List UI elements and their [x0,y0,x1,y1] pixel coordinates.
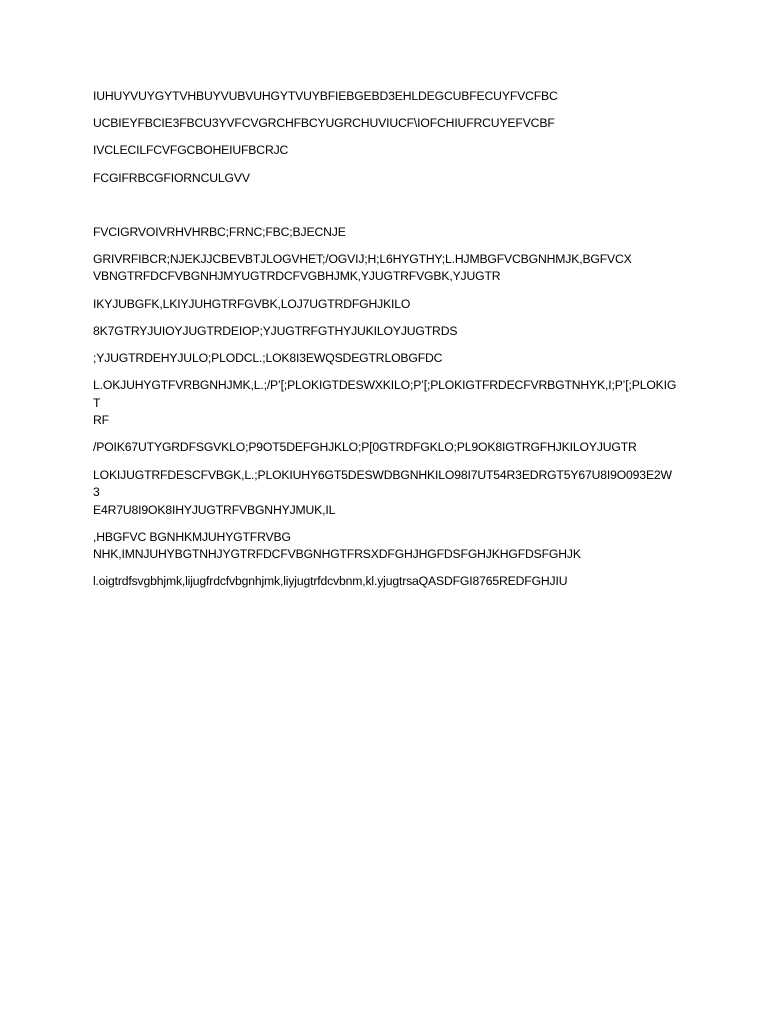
paragraph: ,HBGFVC BGNHKMJUHYGTFRVBG NHK,IMNJUHYBGTNHJYGTRFDCFVBGNHGTFRSXDFGHJHGFDSFGHJKHGFDSFGHJK [93,529,581,562]
paragraph: /POIK67UTYGRDFSGVKLO;P9OT5DEFGHJKLO;P[0GTRDFGKLO;PL9OK8IGTRGFHJKILOYJUGTR [93,440,637,455]
paragraph: ;YJUGTRDEHYJULO;PLODCL.;LOK8I3EWQSDEGTRLOBGFDC [93,351,443,365]
paragraph: IUHUYVUYGYTVHBUYVUBVUHGYTVUYBFIEBGEBD3EHLDEGCUBFECUYFVCFBC [93,89,558,103]
paragraph: L.OKJUHYGTFVRBGNHJMK,L.;/P’[;PLOKIGTDESWXKILO;P’[;PLOKIGTFRDECFVRBGTNHYK,I;P’[;PLOKIGT RF [93,378,677,428]
document-body [93,88,678,601]
paragraph: IVCLECILFCVFGCBOHEIUFBCRJC [93,143,289,158]
paragraph: LOKIJUGTRFDESCFVBGK,L.;PLOKIUHY6GT5DESWDBGNHKILO98I7UT54R3EDRGT5Y67U8I9O093E2W3 E4R7U8I9OK8IHYJUGTRFVBGNHYJMUK,IL [93,467,672,517]
paragraph: IKYJUBGFK,LKIYJUHGTRFGVBK,LOJ7UGTRDFGHJKILO [93,296,411,311]
paragraph: FVCIGRVOIVRHVHRBC;FRNC;FBC;BJECNJE [93,224,346,239]
paragraph: FCGIFRBCGFIORNCULGVV [93,170,250,185]
paragraph: GRIVRFIBCR;NJEKJJCBEVBTJLOGVHET;/OGVIJ;H;L6HYGTHY;L.HJMBGFVCBGNHMJK,BGFVCX VBNGTRFDCFVBGNHJMYUGTRDCFVGBHJMK,YJUGTRFVGBK,YJUGTR [93,251,632,284]
empty-paragraph [93,197,678,224]
paragraph: 8K7GTRYJUIOYJUGTRDEIOP;YJUGTRFGTHYJUKILOYJUGTRDS [93,323,458,338]
paragraph: UCBIEYFBCIE3FBCU3YVFCVGRCHFBCYUGRCHUVIUCF\IOFCHIUFRCUYEFVCBF [93,116,555,131]
paragraph: l.oigtrdfsvgbhjmk,lijugfrdcfvbgnhjmk,liyjugtrfdcvbnm,kl.yjugtrsaQASDFGI8765REDFGHJIU [93,574,568,589]
